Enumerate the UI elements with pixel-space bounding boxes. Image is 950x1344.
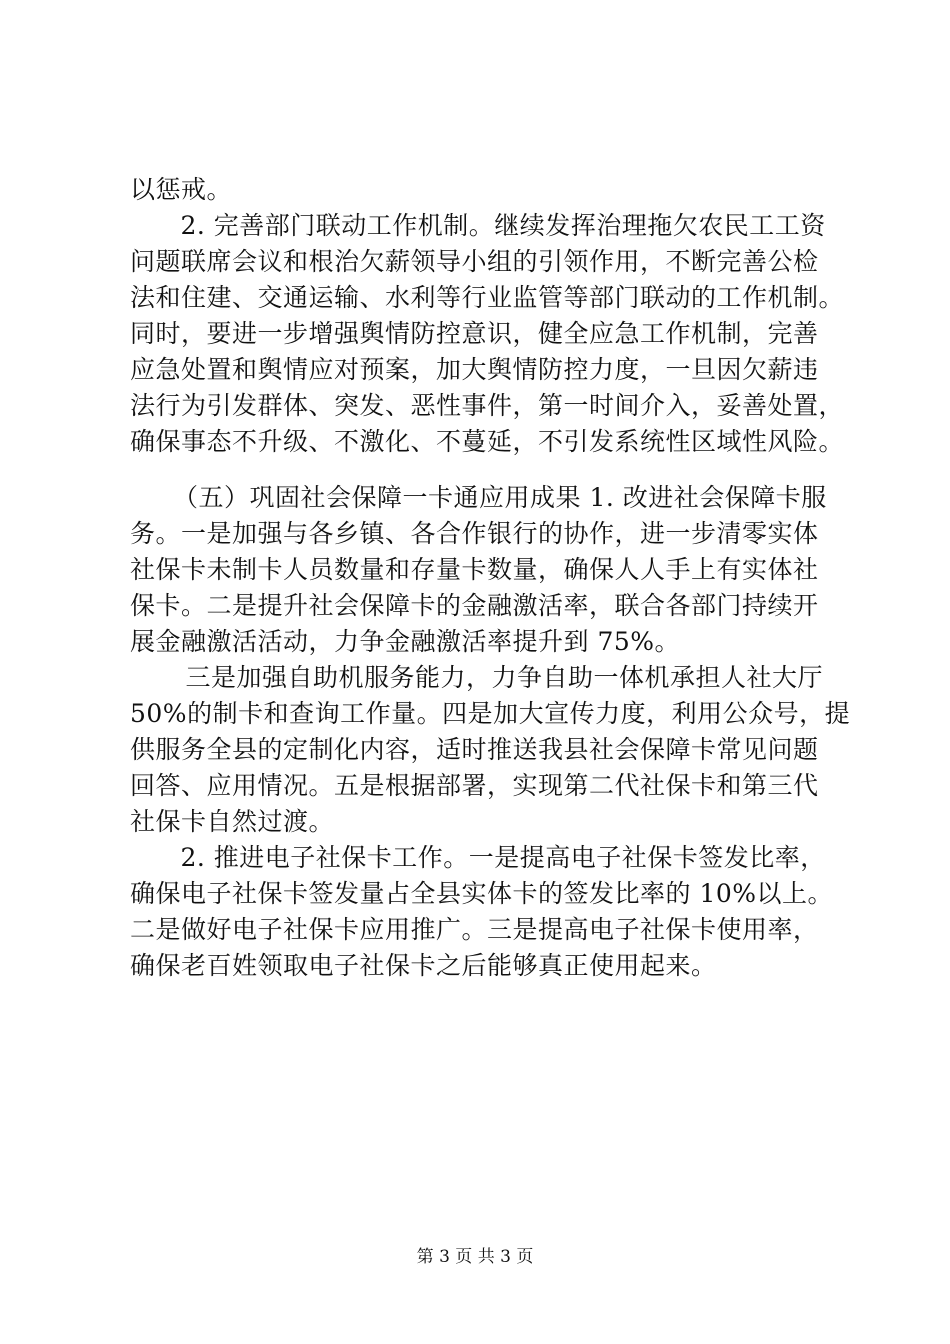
page-footer: 第 3 页 共 3 页 <box>416 1247 534 1267</box>
text-line: 社保卡未制卡人员数量和存量卡数量，确保人人手上有实体社 <box>130 555 819 584</box>
text-line: 确保事态不升级、不激化、不蔓延，不引发系统性区域性风险。 <box>130 427 845 456</box>
text-line: 50%的制卡和查询工作量。四是加大宣传力度，利用公众号，提 <box>130 699 851 728</box>
text-line: 供服务全县的定制化内容，适时推送我县社会保障卡常见问题 <box>130 735 819 764</box>
text-line: 同时，要进一步增强舆情防控意识，健全应急工作机制，完善 <box>130 319 819 348</box>
text-line: 回答、应用情况。五是根据部署，实现第二代社保卡和第三代 <box>130 771 819 800</box>
text-line: 法和住建、交通运输、水利等行业监管等部门联动的工作机制。 <box>130 283 845 312</box>
text-line: 问题联席会议和根治欠薪领导小组的引领作用，不断完善公检 <box>130 247 819 276</box>
text-line: 2. 完善部门联动工作机制。继续发挥治理拖欠农民工工资 <box>155 211 826 240</box>
text-line: 应急处置和舆情应对预案，加大舆情防控力度，一旦因欠薪违 <box>130 355 819 384</box>
text-line: 法行为引发群体、突发、恶性事件，第一时间介入，妥善处置， <box>130 391 845 420</box>
text-line: 务。一是加强与各乡镇、各合作银行的协作，进一步清零实体 <box>130 519 819 548</box>
text-line: 社保卡自然过渡。 <box>130 807 335 836</box>
text-line: 保卡。二是提升社会保障卡的金融激活率，联合各部门持续开 <box>130 591 819 620</box>
text-line: 展金融激活活动，力争金融激活率提升到 75%。 <box>130 627 681 656</box>
text-line: 确保老百姓领取电子社保卡之后能够真正使用起来。 <box>130 951 717 980</box>
text-line: （五）巩固社会保障一卡通应用成果 1. 改进社会保障卡服 <box>160 483 827 512</box>
text-line: 以惩戒。 <box>130 175 233 204</box>
text-line: 确保电子社保卡签发量占全县实体卡的签发比率的 10%以上。 <box>130 879 834 908</box>
text-line: 三是加强自助机服务能力，力争自助一体机承担人社大厅 <box>160 663 824 692</box>
text-line: 二是做好电子社保卡应用推广。三是提高电子社保卡使用率， <box>130 915 819 944</box>
text-line: 2. 推进电子社保卡工作。一是提高电子社保卡签发比率， <box>155 843 826 872</box>
